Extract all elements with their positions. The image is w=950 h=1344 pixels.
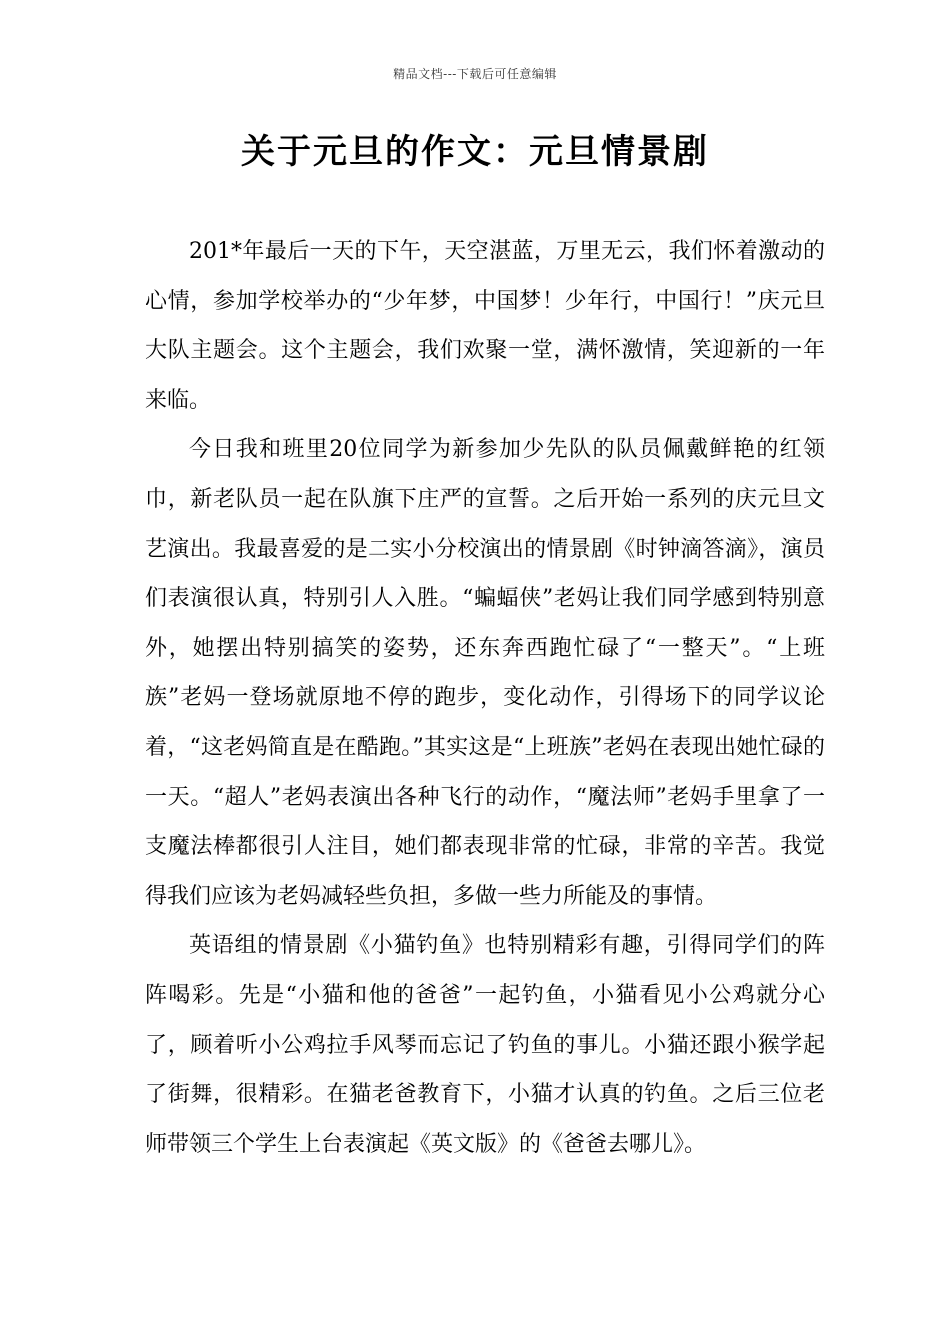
document-body bbox=[145, 227, 825, 1169]
paragraph-1: 201*年最后一天的下午，天空湛蓝，万里无云，我们怀着激动的心情，参加学校举办的“少年梦，中国梦！少年行，中国行！”庆元旦大队主题会。这个主题会，我们欢聚一堂，满怀激情，笑迎新的一年来临。 bbox=[145, 239, 825, 413]
header-note: 精品文档---下载后可任意编辑 bbox=[393, 67, 557, 81]
paragraph-3: 英语组的情景剧《小猫钓鱼》也特别精彩有趣，引得同学们的阵阵喝彩。先是“小猫和他的爸爸”一起钓鱼，小猫看见小公鸡就分心了，顾着听小公鸡拉手风琴而忘记了钓鱼的事儿。小猫还跟小猴学起了街舞，很精彩。在猫老爸教育下，小猫才认真的钓鱼。之后三位老师带领三个学生上台表演起《英文版》的《爸爸去哪儿》。 bbox=[145, 933, 825, 1157]
paragraph-2: 今日我和班里20位同学为新参加少先队的队员佩戴鲜艳的红领巾，新老队员一起在队旗下庄严的宣誓。之后开始一系列的庆元旦文艺演出。我最喜爱的是二实小分校演出的情景剧《时钟滴答滴》，演员们表演很认真，特别引人入胜。“蝙蝠侠”老妈让我们同学感到特别意外，她摆出特别搞笑的姿势，还东奔西跑忙碌了“一整天”。“上班族”老妈一登场就原地不停的跑步，变化动作，引得场下的同学议论着，“这老妈简直是在酷跑。”其实这是“上班族”老妈在表现出她忙碌的一天。“超人”老妈表演出各种飞行的动作，“魔法师”老妈手里拿了一支魔法棒都很引人注目，她们都表现非常的忙碌，非常的辛苦。我觉得我们应该为老妈减轻些负担，多做一些力所能及的事情。 bbox=[145, 437, 825, 909]
document-title: 关于元旦的作文：元旦情景剧 bbox=[241, 132, 709, 172]
